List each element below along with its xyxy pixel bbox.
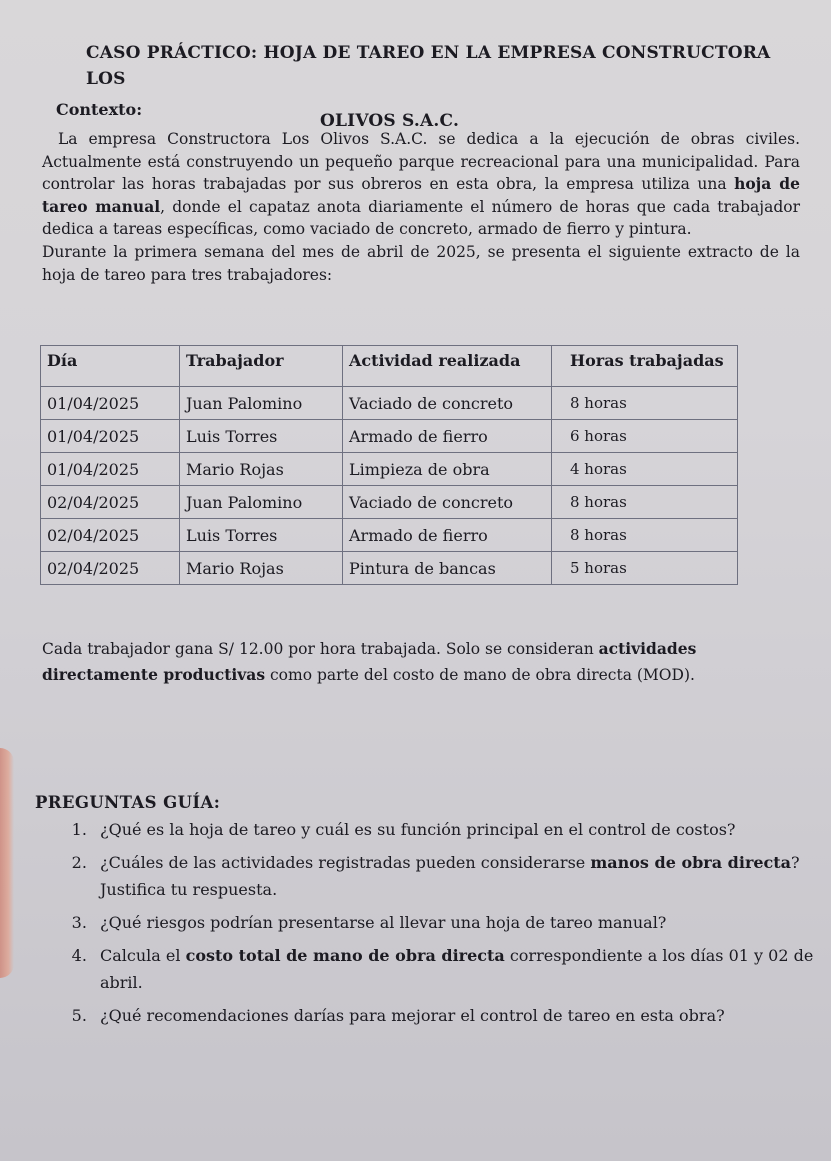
questions-title: PREGUNTAS GUÍA: [35,793,221,812]
cell-actividad: Vaciado de concreto [343,387,552,420]
cell-dia: 02/04/2025 [41,486,180,519]
finger-shadow [0,748,14,978]
cell-horas: 4 horas [552,453,738,486]
q2-text-b: ? Justifica tu respuesta. [100,853,800,899]
note-bold: actividades directamente productivas [42,639,697,684]
question-2 [92,849,831,903]
table-row [41,552,738,585]
cell-horas: 6 horas [552,420,738,453]
cell-dia: 01/04/2025 [41,420,180,453]
title-line-1: CASO PRÁCTICO: HOJA DE TAREO EN LA EMPRESA CONSTRUCTORA LOS [86,43,771,89]
wage-note [42,636,798,688]
question-3: 3. ¿Qué riesgos podrían presentarse al llevar una hoja de tareo manual? [92,909,831,936]
table-row [41,420,738,453]
q4-text-a: Calcula el [100,946,186,965]
cell-trabajador: Mario Rojas [180,552,343,585]
cell-trabajador: Juan Palomino [180,387,343,420]
context-label: Contexto: [56,100,143,119]
cell-dia: 02/04/2025 [41,519,180,552]
header-horas: Horas trabajadas [552,346,738,387]
questions-list [52,816,831,1035]
cell-actividad: Pintura de bancas [343,552,552,585]
cell-trabajador: Luis Torres [180,519,343,552]
header-trabajador: Trabajador [180,346,343,387]
note-text-a: Cada trabajador gana S/ 12.00 por hora trabajada. Solo se consideran [42,640,599,658]
cell-horas: 8 horas [552,486,738,519]
context-p1-bold: hoja de tareo manual [42,174,800,216]
cell-actividad: Armado de fierro [343,519,552,552]
table-header-row [41,346,738,387]
header-actividad: Actividad realizada [343,346,552,387]
title-line-2: OLIVOS S.A.C. [320,111,460,131]
cell-trabajador: Mario Rojas [180,453,343,486]
cell-horas: 5 horas [552,552,738,585]
cell-horas: 8 horas [552,519,738,552]
note-text-b: como parte del costo de mano de obra directa (MOD). [265,666,695,684]
context-paragraph-1 [42,128,800,241]
q4-text-b: correspondiente a los días 01 y 02 de abril. [100,946,814,992]
table-row [41,453,738,486]
cell-horas: 8 horas [552,387,738,420]
table-row [41,486,738,519]
question-1: 1. ¿Qué es la hoja de tareo y cuál es su función principal en el control de costos? [92,816,831,843]
context-paragraph-2: Durante la primera semana del mes de abril de 2025, se presenta el siguiente extracto de la hoja de tareo para tres trabajadores: [42,242,800,284]
q2-bold: manos de obra directa [590,853,792,872]
header-dia: Día [41,346,180,387]
cell-trabajador: Juan Palomino [180,486,343,519]
q2-text-a: ¿Cuáles de las actividades registradas pueden considerarse [100,853,591,872]
cell-actividad: Armado de fierro [343,420,552,453]
cell-trabajador: Luis Torres [180,420,343,453]
cell-dia: 02/04/2025 [41,552,180,585]
question-5: 5. ¿Qué recomendaciones darías para mejorar el control de tareo en esta obra? [92,1002,831,1029]
cell-dia: 01/04/2025 [41,453,180,486]
table-row [41,519,738,552]
tareo-table [40,345,738,585]
cell-actividad: Limpieza de obra [343,453,552,486]
question-4 [92,942,831,996]
table-row [41,387,738,420]
q4-bold: costo total de mano de obra directa [185,946,505,965]
context-p1-text-b: , donde el capataz anota diariamente el número de horas que cada trabajador dedica a tareas específicas, como vaciado de concreto, armado de fierro y pintura. [42,197,800,239]
context-p1-text-a: La empresa Constructora Los Olivos S.A.C. se dedica a la ejecución de obras civiles. Actualmente está construyendo un pequeño parque recreacional para una municipalidad. Para controlar las horas trabajadas por sus obreros en esta obra, la empresa utiliza una [42,130,800,194]
cell-actividad: Vaciado de concreto [343,486,552,519]
cell-dia: 01/04/2025 [41,387,180,420]
context-body [42,128,800,286]
